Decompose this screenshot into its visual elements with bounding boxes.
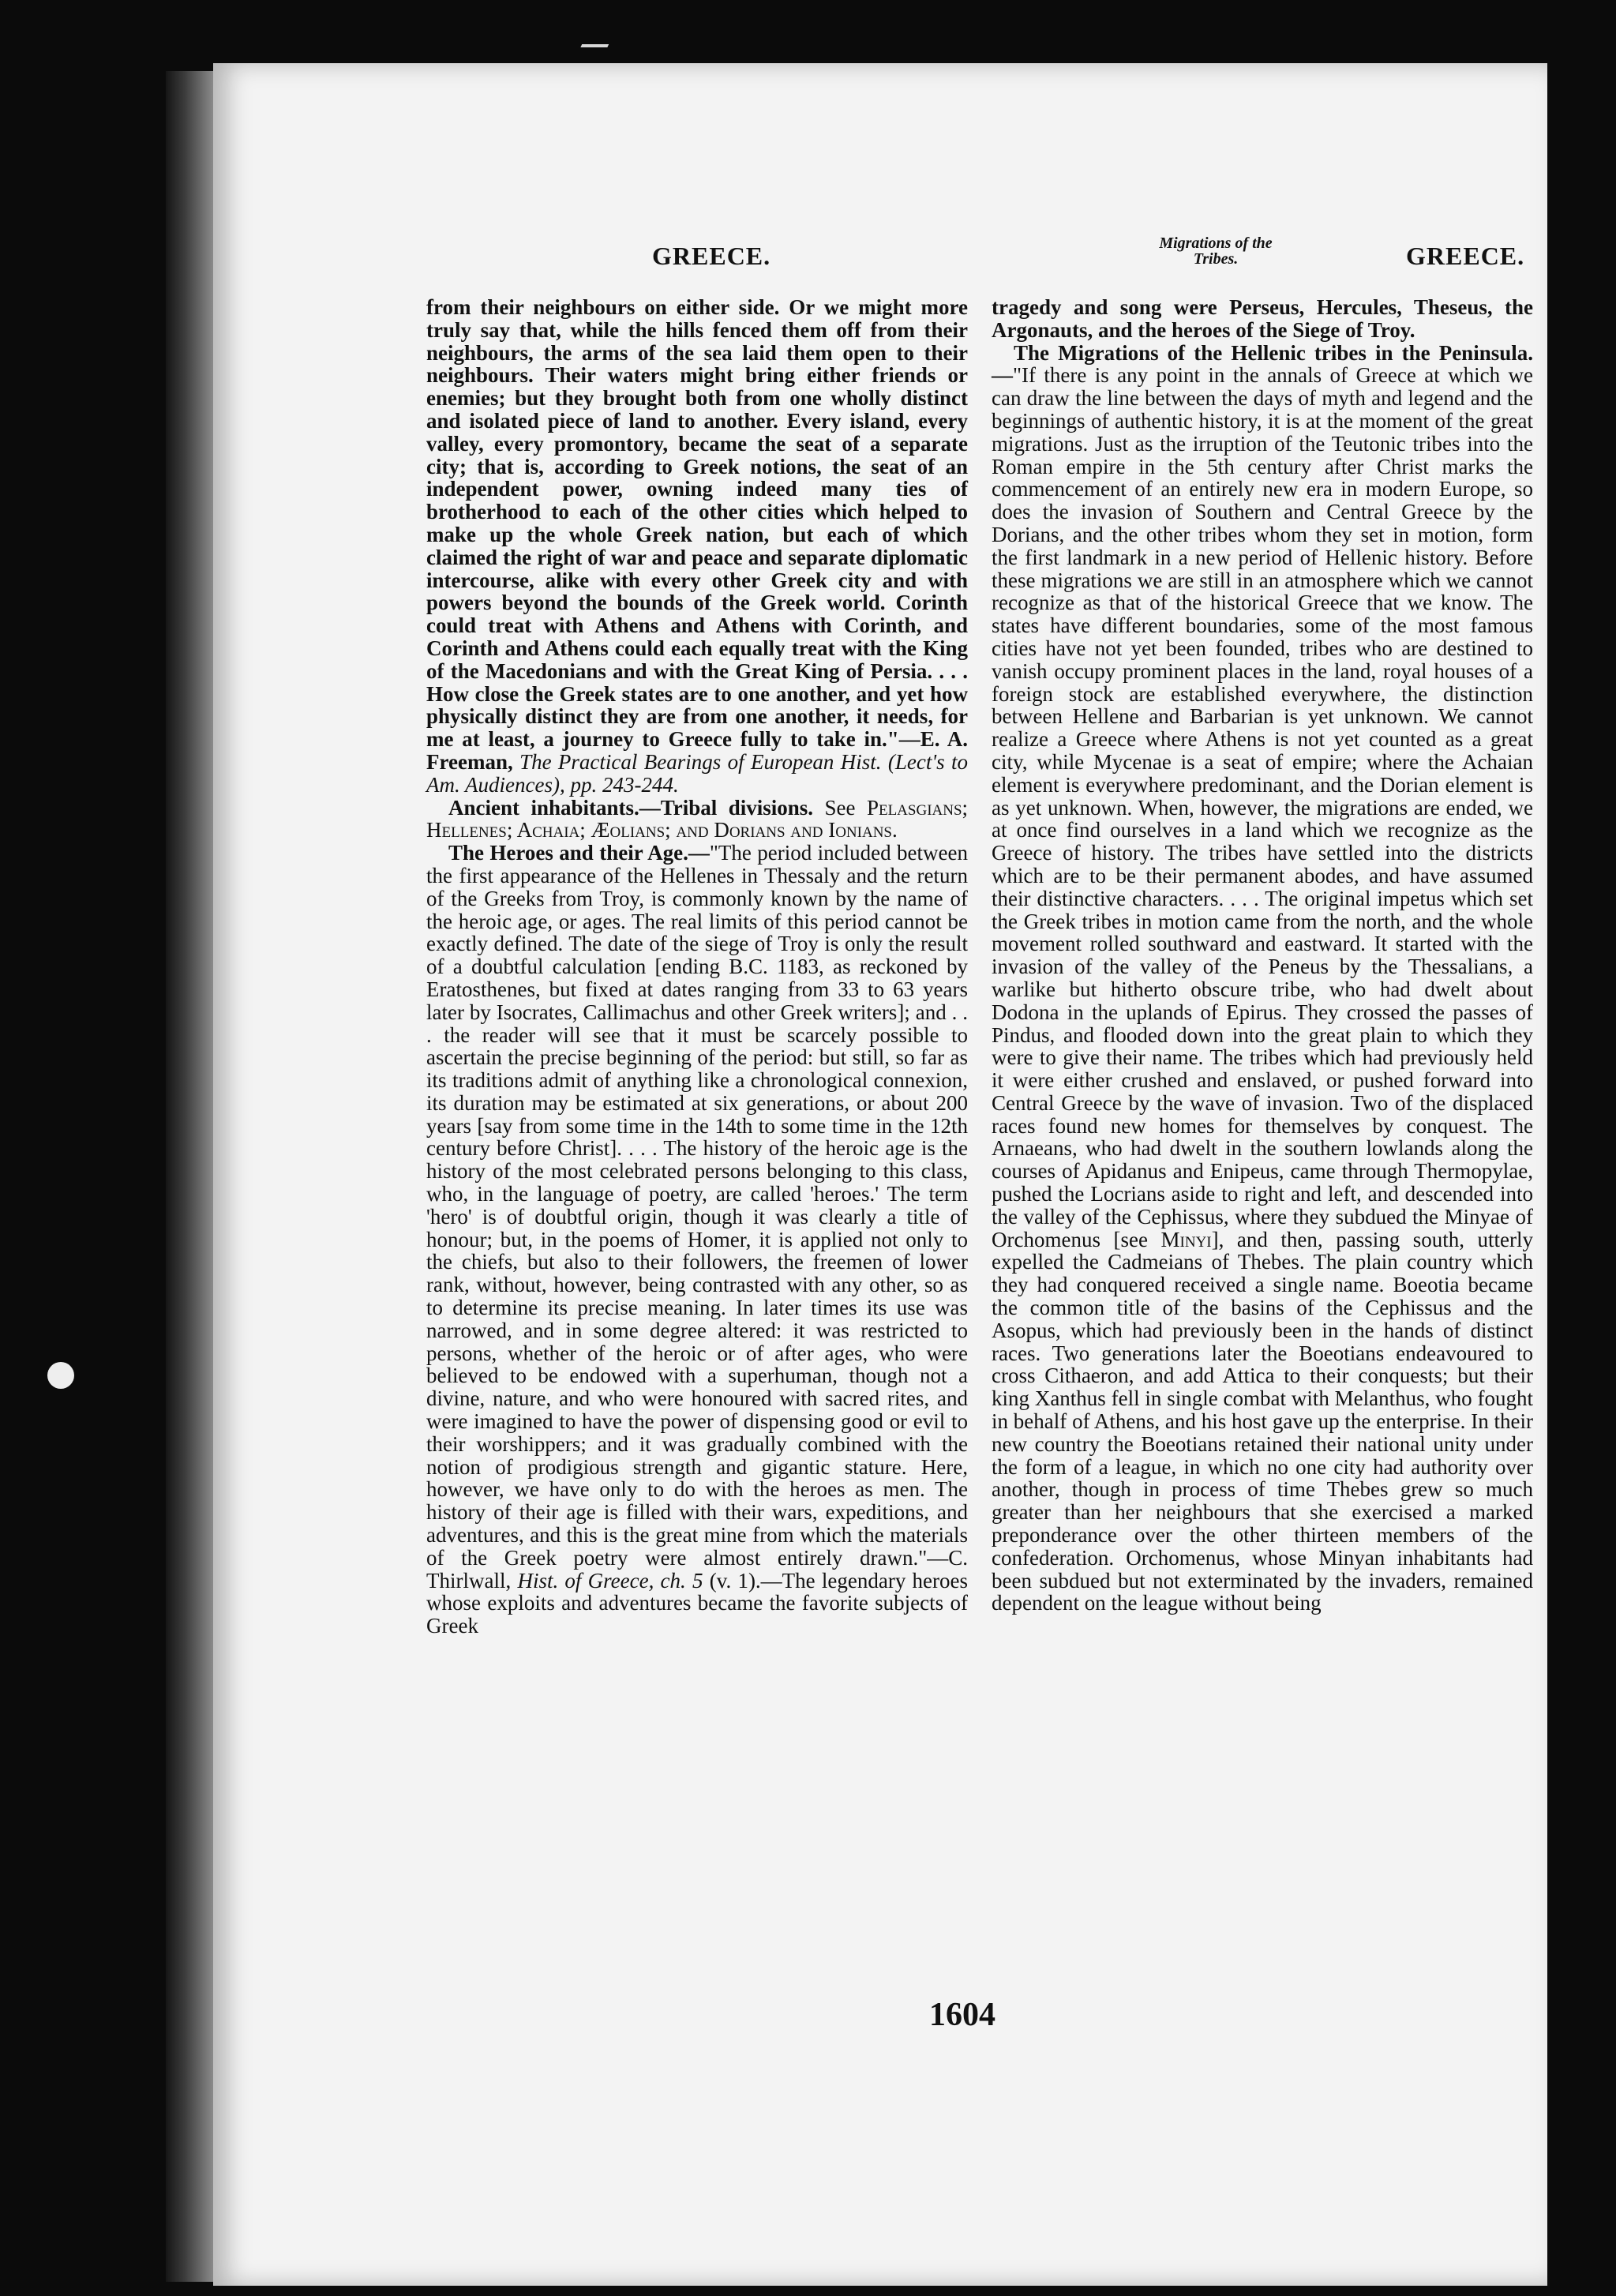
paragraph-text: ], and then, passing south, utterly expelled the Cadmeians of Thebes. The plain country which they had conquered received a single name. Boeotia became the common title of the basins of the Cephissus and the Asopus, which had previously been in the hands of distinct races. Two generations later the Boeotians endeavoured to cross Cithaeron, and add Attica to their conquests; but their king Xanthus fell in single combat with Melanthus, who fought in behalf of Athens, and his host gave up the enterprise. In their new country the Boeotians retained their national unity under the form of a league, in which no one city had authority over another, though in process of time Thebes grew so much greater than her neighbours that she exercised a marked preponderance over the other thirteen members of the confederation. Orchomenus, whose Minyan inhabitants had been subdued but not exterminated by the invaders, remained dependent on the league without being — [992, 1227, 1534, 1615]
cross-references: Pelasgians; Hellenes; Achaia; Æolians; and Dorians and Ionians. — [426, 795, 969, 842]
header-left-title: GREECE. — [652, 242, 771, 270]
paragraph-text: "If there is any point in the annals of Greece at which we can draw the line between the days of myth and legend and the beginnings of authentic history, it is at the moment of the great migrations. Just as the irruption of the Teutonic tribes into the Roman empire in the 5th century after Christ marks the commencement of an entirely new era in modern Europe, so does the invasion of Southern and Central Greece by the Dorians, and the other tribes whom they set in motion, form the first landmark in a new period of Hellenic history. Before these migrations we are still in an atmosphere which we cannot recognize as that of the historical Greece that we know. The states have different boundaries, some of the most famous cities have not yet been founded, tribes who are destined to vanish occupy prominent places in the land, royal houses of a foreign stock are established everywhere, the distinction between Hellene and Barbarian is yet unknown. We cannot realize a Greece where Athens is not yet counted as a great city, while Mycenae is a seat of empire; where the Achaian element is everywhere predominant, and the Dorian element is as yet unknown. When, however, the migrations are ended, we at once find ourselves in a land which we recognize as the Greece of history. The tribes have settled into the districts which are to be their permanent abodes, and have assumed their distinctive characters. . . . The original impetus which set the Greek tribes in motion came from the north, and the whole movement rolled southward and eastward. It started with the invasion of the valley of the Peneus by the Thessalians, a warlike but hitherto obscure tribe, who had dwelt about Dodona in the uplands of Epirus. They crossed the passes of Pindus, and flooded down into the great plain to which they were to give their name. The tribes which had previously held it were either crushed and enslaved, or pushed forward into Central Greece by the wave of invasion. Two of the displaced races found new homes for themselves by conquest. The Arnaeans, who had dwelt in the southern lowlands along the courses of Apidanus and Enipeus, came through Thermopylae, pushed the Locrians aside to right and left, and descended into the valley of the Cephissus, where they subdued the Minyae of Orchomenus [see — [992, 363, 1533, 1251]
paragraph-legends — [992, 296, 1533, 342]
paragraph-heroes — [426, 842, 968, 1638]
scan-mark — [580, 32, 614, 47]
header-right-title: GREECE. — [1406, 242, 1525, 270]
header-section-title — [1085, 235, 1346, 267]
running-header — [418, 180, 1525, 270]
paragraph-ancient-inhabitants — [426, 797, 968, 842]
citation: The Practical Bearings of European Hist. (Lect's to Am. Audiences), pp. 243-244. — [426, 749, 969, 797]
cross-reference: Minyi — [1160, 1227, 1212, 1251]
binding-rivet — [47, 1362, 74, 1389]
see-label: See — [824, 795, 856, 820]
page-number: 1604 — [929, 1997, 995, 2033]
paragraph-text: "The period included between the first appearance of the Hellenes in Thessaly and the return of the Greeks from Troy, is commonly known by the name of the heroic age, or ages. The real limits of this period cannot be exactly defined. The date of the siege of Troy is only the result of a doubtful calculation [ending B.C. 1183, as reckoned by Eratosthenes, but fixed at dates ranging from 33 to 63 years later by Isocrates, Callimachus and other Greek writers]; and . . . the reader will see that it must be scarcely possible to ascertain the precise beginning of the period: but still, so far as its traditions admit of anything like a chronological connexion, its duration may be estimated at six generations, or about 200 years [say from some time in the 14th to some time in the 12th century before Christ]. . . . The history of the heroic age is the history of the most celebrated persons belonging to this class, who, in the language of poetry, are called 'heroes.' The term 'hero' is of doubtful origin, though it was clearly a title of honour; but, in the poems of Homer, it is applied not only to the chiefs, but also to their followers, the freemen of lower rank, without, however, being contrasted with any other, so as to determine its precise meaning. In later times its use was narrowed, and in some degree altered: it was restricted to persons, whether of the heroic or of after ages, who were believed to be endowed with a superhuman, though not a divine, nature, and who were honoured with sacred rites, and were imagined to have the power of dispensing good or evil to their worshippers; and it was gradually combined with the notion of prodigious strength and gigantic stature. Here, however, we have only to do with the heroes as men. The history of their age is filled with their wars, expeditions, and adventures, and this is the great mine from which the materials of the Greek poetry were almost entirely drawn."—C. Thirlwall, — [426, 841, 968, 1593]
paragraph-text: from their neighbours on either side. Or we might more truly say that, while the hills fenced them off from their neighbours, the arms of the sea laid them open to their neighbours. Their waters might bring either friends or enemies; but they brought both from one wholly distinct and isolated piece of land to another. Every island, every valley, every promontory, became the seat of a separate city; that is, according to Greek notions, the seat of an independent power, owning indeed many ties of brotherhood to each of the other cities which helped to make up the whole Greek nation, but each of which claimed the right of war and peace and separate diplomatic intercourse, alike with every other Greek city and with powers beyond the bounds of the Greek world. Corinth could treat with Athens and Athens with Corinth, and Corinth and Athens could each equally treat with the King of the Macedonians and with the Great King of Persia. . . . How close the Greek states are to one another, and yet how physically distinct they are from one another, it needs, for me at least, a journey to Greece fully to take in."—E. A. Freeman, — [426, 295, 968, 774]
paragraph-text: tragedy and song were Perseus, Hercules, Theseus, the Argonauts, and the heroes of the Siege of Troy. — [992, 295, 1533, 342]
paragraph-migrations — [992, 342, 1533, 1615]
section-heading: Ancient inhabitants.—Tribal divisions. — [448, 795, 814, 820]
section-heading: The Heroes and their Age.— — [448, 841, 710, 865]
header-section-line2: Tribes. — [1193, 250, 1239, 268]
header-section-line1: Migrations of the — [1159, 234, 1273, 252]
right-column — [992, 296, 1533, 1615]
paragraph-text: (v. 1).—The legendary heroes whose exploits and adventures became the favorite subjects of Greek — [426, 1568, 969, 1638]
paragraph-freeman — [426, 296, 968, 797]
page-edge — [166, 71, 213, 2282]
citation: Hist. of Greece, ch. 5 — [517, 1568, 703, 1593]
left-column — [426, 296, 968, 1638]
section-heading: The Migrations of the Hellenic tribes in the Peninsula.— — [992, 340, 1533, 388]
